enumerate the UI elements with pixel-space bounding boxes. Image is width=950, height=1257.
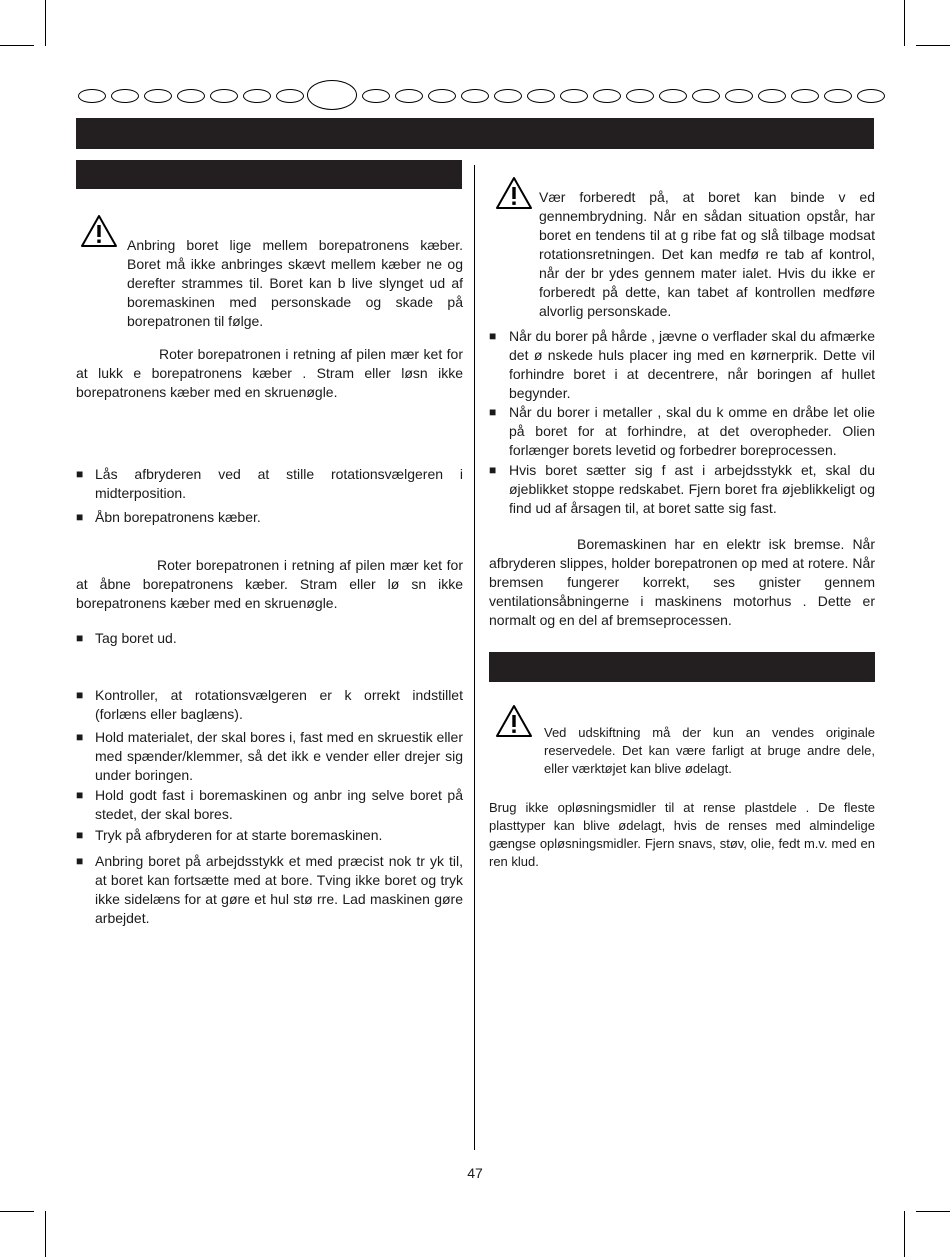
crop-mark — [0, 1211, 34, 1212]
language-tab — [758, 89, 786, 103]
left-bullet-6: Hold godt fast i boremaskinen og anbr ing selve boret på stedet, der skal bores. — [95, 787, 463, 822]
crop-mark — [916, 1211, 950, 1212]
crop-mark — [45, 1211, 46, 1257]
right-warning-1: Vær forberedt på, at boret kan binde v ed gennembrydning. Når en sådan situation opstår, har boret en tendens til at g ribe fat og slå tilbage modsat rotationsretningen. Det kan medfø re tab af kontrol, når der br ydes gennem mater ialet. Hvis du ikke er forberedt på dette, kan tabet af kontrollen medføre alvorlig personskade. — [539, 189, 875, 319]
language-tab — [78, 89, 106, 103]
language-tab — [527, 89, 555, 103]
bullet-marker: ■ — [489, 329, 497, 343]
left-paragraph-2: Roter borepatronen i retning af pilen mær ket for at lukk e borepatronens kæber . Stram eller løsn ikke borepatronens kæber med en skruenøgle. — [76, 346, 463, 400]
bullet-marker: ■ — [76, 828, 84, 842]
crop-mark — [904, 0, 905, 46]
language-tab — [560, 89, 588, 103]
warning-icon — [495, 704, 533, 738]
bullet-marker: ■ — [76, 467, 84, 481]
language-tab — [210, 89, 238, 103]
language-tab — [111, 89, 139, 103]
language-tab — [824, 89, 852, 103]
left-bullet-7: Tryk på afbryderen for at starte boremaskinen. — [95, 827, 383, 843]
language-tab — [144, 89, 172, 103]
warning-icon — [495, 176, 533, 210]
crop-mark — [0, 45, 34, 46]
language-tab — [461, 89, 489, 103]
bullet-marker: ■ — [76, 854, 84, 868]
subsection-bar-right — [489, 652, 875, 682]
language-tab — [593, 89, 621, 103]
left-paragraph-3: Roter borepatronen i retning af pilen mær ket for at åbne borepatronens kæber. Stram eller lø sn ikke borepatronens kæber med en skruenøgle. — [76, 557, 463, 611]
right-bullet-1: Når du borer på hårde , jævne o verflader skal du afmærke det ø nskede huls placer ing med en kørnerprik. Dette vil forhindre boret i at decentrere, når boringen af hullet begynder. — [509, 328, 875, 401]
language-tab — [395, 89, 423, 103]
language-tab — [725, 89, 753, 103]
language-tab — [362, 89, 390, 103]
language-tabs — [78, 80, 876, 112]
language-tab — [494, 89, 522, 103]
language-tab — [243, 89, 271, 103]
bullet-marker: ■ — [76, 688, 84, 702]
page-number: 47 — [467, 1165, 483, 1181]
warning-icon — [80, 214, 118, 248]
left-bullet-8: Anbring boret på arbejdsstykk et med præcist nok tr yk til, at boret kan fortsætte med at bore. Tving ikke boret og tryk ikke sidelæns for at gøre et hul stø rre. Lad maskinen gøre arbejdet. — [95, 853, 463, 926]
section-header-bar — [76, 118, 874, 149]
language-tab — [857, 89, 885, 103]
language-tab — [791, 89, 819, 103]
left-bullet-3: Tag boret ud. — [95, 630, 177, 646]
language-tab — [177, 89, 205, 103]
left-paragraph-1: Anbring boret lige mellem borepatronens kæber. Boret må ikke anbringes skævt mellem kæber ne og derefter strammes til. Boret kan b live slynget ud af boremaskinen med personskade og skade på borepatronen til følge. — [127, 237, 463, 329]
bullet-marker: ■ — [489, 463, 497, 477]
language-tab — [276, 89, 304, 103]
left-bullet-2: Åbn borepatronens kæber. — [95, 509, 261, 525]
language-tab-active — [307, 80, 357, 110]
language-tab — [626, 89, 654, 103]
language-tab — [428, 89, 456, 103]
language-tab — [659, 89, 687, 103]
column-divider — [474, 165, 475, 1150]
subsection-bar-left — [76, 160, 462, 189]
bullet-marker: ■ — [76, 631, 84, 645]
bullet-marker: ■ — [489, 405, 497, 419]
left-bullet-5: Hold materialet, der skal bores i, fast med en skruestik eller med spænder/klemmer, så det ikk e vender eller drejer sig under boringen. — [95, 729, 463, 783]
bullet-marker: ■ — [76, 510, 84, 524]
right-paragraph-1: Boremaskinen har en elektr isk bremse. Når afbryderen slippes, holder borepatronen op med at rotere. Når bremsen fungerer korrekt, ses gnister gennem ventilationsåbningerne i maskinens motorhus . Dette er normalt og en del af bremseprocessen. — [489, 536, 875, 628]
right-paragraph-2: Brug ikke opløsningsmidler til at rense plastdele . De fleste plasttyper kan blive ødelagt, hvis de renses med almindelige gængse opløsningsmidler. Fjern snavs, støv, olie, fedt m.v. med en ren klud. — [489, 800, 875, 869]
left-bullet-4: Kontroller, at rotationsvælgeren er k orrekt indstillet (forlæns eller baglæns). — [95, 687, 463, 722]
right-warning-2: Ved udskiftning må der kun an vendes originale reservedele. Det kan være farligt at bruge andre dele, eller værktøjet kan blive ødelagt. — [544, 725, 875, 776]
crop-mark — [45, 0, 46, 46]
bullet-marker: ■ — [76, 730, 84, 744]
bullet-marker: ■ — [76, 788, 84, 802]
right-bullet-2: Når du borer i metaller , skal du k omme en dråbe let olie på boret for at forhindre, at det overopheder. Olien forlænger borets levetid og forbedrer boreprocessen. — [509, 404, 875, 458]
language-tab — [692, 89, 720, 103]
crop-mark — [904, 1211, 905, 1257]
right-bullet-3: Hvis boret sætter sig f ast i arbejdsstykk et, skal du øjeblikket stoppe redskabet. Fjern boret fra øjeblikkeligt og find ud af årsagen til, at boret satte sig fast. — [509, 462, 875, 516]
crop-mark — [916, 45, 950, 46]
left-bullet-1: Lås afbryderen ved at stille rotationsvælgeren i midterposition. — [95, 466, 463, 501]
